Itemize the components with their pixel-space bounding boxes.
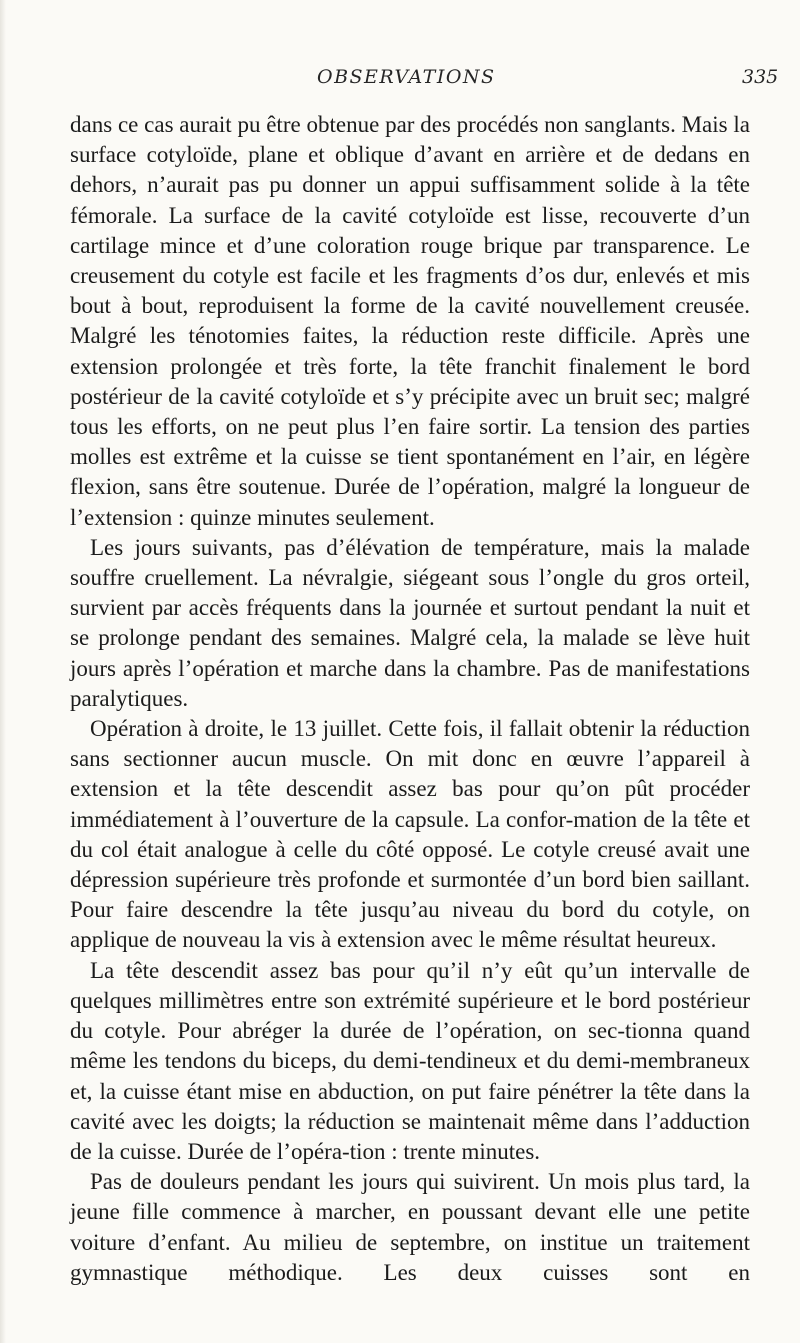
header-title: OBSERVATIONS [317,66,496,88]
page-number: 335 [742,66,779,88]
running-head [0,66,800,96]
page-gutter-shadow [0,0,6,1343]
body-text [70,110,750,1288]
paragraph-1: dans ce cas aurait pu être obtenue par des procédés non sanglants. Mais la surface cotyloïde, plane et oblique d’avant en arrière et de dedans en dehors, n’aurait pas pu donner un appui suffisamment solide à la tête fémorale. La surface de la cavité cotyloïde est lisse, recouverte d’un cartilage mince et d’une coloration rouge brique par transparence. Le creusement du cotyle est facile et les fragments d’os dur, enlevés et mis bout à bout, reproduisent la forme de la cavité nouvellement creusée. Malgré les ténotomies faites, la réduction reste difficile. Après une extension prolongée et très forte, la tête franchit finalement le bord postérieur de la cavité cotyloïde et s’y précipite avec un bruit sec; malgré tous les efforts, on ne peut plus l’en faire sortir. La tension des parties molles est extrême et la cuisse se tient spontanément en l’air, en légère flexion, sans être soutenue. Durée de l’opération, malgré la longueur de l’extension : quinze minutes seulement. [70,112,750,530]
paragraph-5: Pas de douleurs pendant les jours qui suivirent. Un mois plus tard, la jeune fille commence à marcher, en poussant devant elle une petite voiture d’enfant. Au milieu de septembre, on institue un traitement gymnastique méthodique. Les deux cuisses sont en [70,1169,750,1285]
paragraph-3: Opération à droite, le 13 juillet. Cette fois, il fallait obtenir la réduction sans sectionner aucun muscle. On mit donc en œuvre l’appareil à extension et la tête descendit assez bas pour qu’on pût procéder immédiatement à l’ouverture de la capsule. La confor-mation de la tête et du col était analogue à celle du côté opposé. Le cotyle creusé avait une dépression supérieure très profonde et surmontée d’un bord bien saillant. Pour faire descendre la tête jusqu’au niveau du bord du cotyle, on applique de nouveau la vis à extension avec le même résultat heureux. [70,716,750,953]
paragraph-2: Les jours suivants, pas d’élévation de température, mais la malade souffre cruellement. La névralgie, siégeant sous l’ongle du gros orteil, survient par accès fréquents dans la journée et surtout pendant la nuit et se prolonge pendant des semaines. Malgré cela, la malade se lève huit jours après l’opération et marche dans la chambre. Pas de manifestations paralytiques. [70,534,750,711]
paragraph-4: La tête descendit assez bas pour qu’il n’y eût qu’un intervalle de quelques millimètres entre son extrémité supérieure et le bord postérieur du cotyle. Pour abréger la durée de l’opération, on sec-tionna quand même les tendons du biceps, du demi-tendineux et du demi-membraneux et, la cuisse étant mise en abduction, on put faire pénétrer la tête dans la cavité avec les doigts; la réduction se maintenait même dans l’adduction de la cuisse. Durée de l’opéra-tion : trente minutes. [70,957,750,1164]
